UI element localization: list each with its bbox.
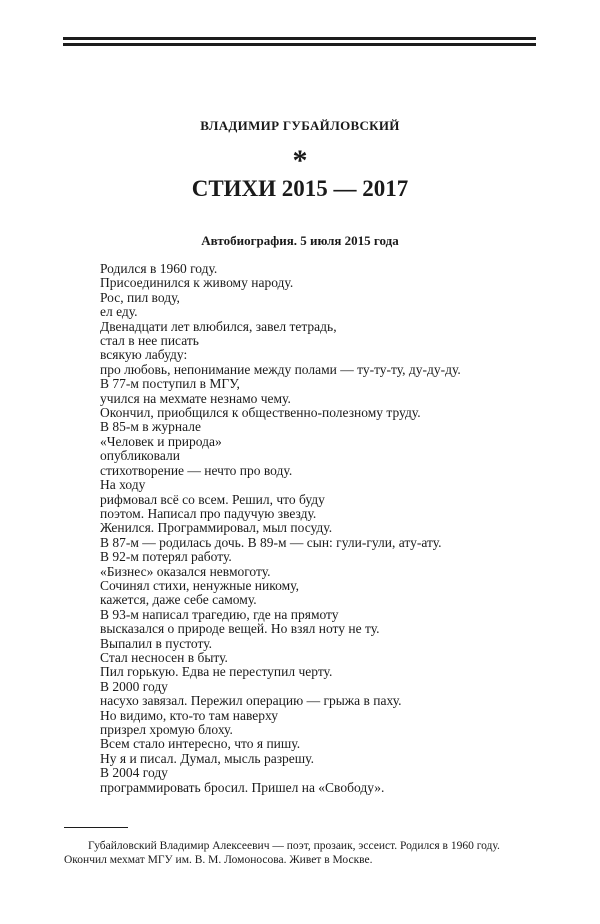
poem-line: ел еду.	[100, 304, 138, 320]
poem-line: Родился в 1960 году.	[100, 261, 218, 276]
poem-line: Женился. Программировал, мыл посуду.	[100, 520, 333, 536]
poem-line: Пил горькую. Едва не переступил черту.	[100, 664, 333, 680]
poem-line: Ну я и писал. Думал, мысль разрешу.	[100, 750, 314, 766]
poem-line: программировать бросил. Пришел на «Свободу».	[100, 779, 385, 795]
poem-line: «Человек и природа»	[100, 433, 222, 449]
poem-line: кажется, даже себе самому.	[100, 592, 257, 608]
poem-line: «Бизнес» оказался невмоготу.	[100, 563, 271, 579]
poem-line: Двенадцати лет влюбился, завел тетрадь,	[100, 318, 337, 334]
footnote	[64, 839, 540, 867]
footnote-line-2: Окончил мехмат МГУ им. В. М. Ломоносова. Живет в Москве.	[64, 854, 373, 866]
footnote-divider	[64, 827, 128, 828]
poem-line: На ходу	[100, 477, 146, 493]
poem-line: опубликовали	[100, 448, 180, 464]
poem-line: учился на мехмате незнамо чему.	[100, 390, 291, 406]
poem-line: стихотворение — нечто про воду.	[100, 462, 293, 478]
footnote-line-1: Губайловский Владимир Алексеевич — поэт, прозаик, эссеист. Родился в 1960 году.	[88, 840, 500, 852]
poem-line: Рос, пил воду,	[100, 289, 180, 305]
header-rule-bottom	[63, 43, 536, 46]
poem-line: В 92-м потерял работу.	[100, 549, 232, 565]
poem-line: В 2000 году	[100, 678, 168, 694]
poem-line: про любовь, непонимание между полами — ту-ту-ту, ду-ду-ду.	[100, 361, 461, 377]
header-rule-top	[63, 37, 536, 40]
poem-line: Но видимо, кто-то там наверху	[100, 707, 279, 723]
poem-line: призрел хромую блоху.	[100, 722, 233, 737]
poem-line: В 2004 году	[100, 765, 168, 781]
section-title: СТИХИ 2015 — 2017	[191, 176, 409, 201]
poem-line: В 93-м написал трагедию, где на прямоту	[100, 606, 339, 622]
poem-line: стал в нее писать	[100, 333, 199, 349]
poem-line: Окончил, приобщился к общественно-полезному труду.	[100, 405, 421, 421]
poem-line: В 87-м — родилась дочь. В 89-м — сын: гули-гули, ату-ату.	[100, 534, 442, 550]
poem-line: Присоединился к живому народу.	[100, 275, 294, 291]
poem-line: В 77-м поступил в МГУ,	[100, 376, 240, 392]
asterisk-ornament-icon: *	[292, 144, 308, 177]
poem-line: всякую лабуду:	[100, 347, 188, 363]
poem-line: В 85-м в журнале	[100, 419, 201, 435]
poem-line: насухо завязал. Пережил операцию — грыжа в паху.	[100, 693, 402, 709]
poem-title: Автобиография. 5 июля 2015 года	[201, 233, 399, 248]
poem-line: поэтом. Написал про падучую звезду.	[100, 505, 317, 521]
poem-line: Сочинял стихи, ненужные никому,	[100, 577, 299, 593]
poem-line: Выпалил в пустоту.	[100, 635, 212, 651]
author-name: ВЛАДИМИР ГУБАЙЛОВСКИЙ	[200, 118, 400, 133]
poem-line: Стал несносен в быту.	[100, 649, 228, 665]
poem-line: высказался о природе вещей. Но взял ноту не ту.	[100, 621, 380, 637]
poem-line: рифмовал всё со всем. Решил, что буду	[100, 491, 325, 507]
poem-line: Всем стало интересно, что я пишу.	[100, 736, 301, 752]
poem-body	[100, 262, 560, 795]
